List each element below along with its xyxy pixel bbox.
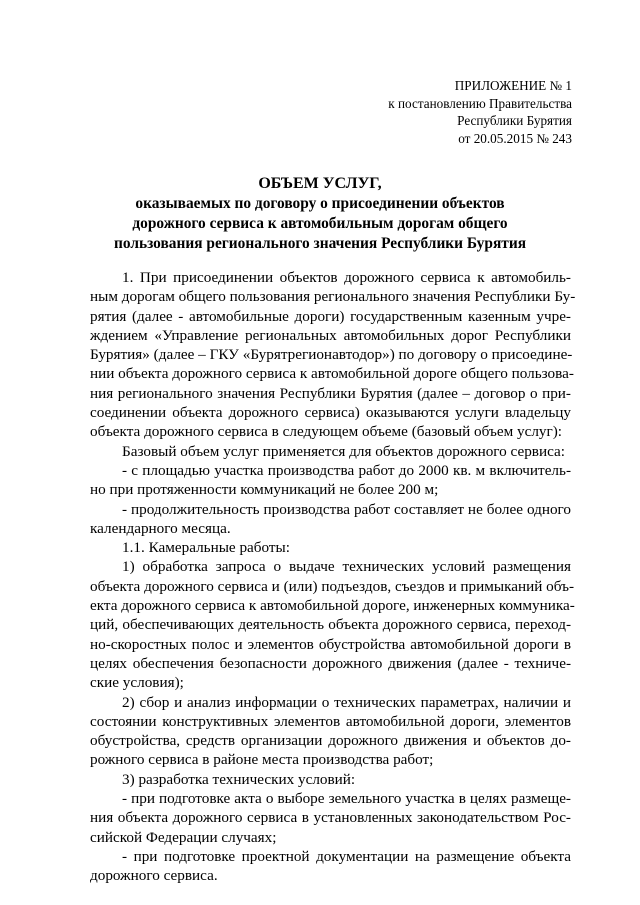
text-line: Бурятия» (далее – ГКУ «Бурятрегионавтодор») по договору о присоедине-: [90, 346, 573, 364]
appendix-title: ПРИЛОЖЕНИЕ № 1: [454, 78, 572, 93]
title-main: ОБЪЕМ УСЛУГ,: [258, 175, 382, 192]
appendix-date-number: от 20.05.2015 № 243: [458, 130, 572, 146]
appendix-header: [388, 77, 572, 147]
text-line: - с площадью участка производства работ до 2000 кв. м включитель-: [122, 461, 571, 479]
text-line: ния объекта дорожного сервиса в установленных законодательством Рос-: [90, 809, 571, 827]
text-line: рожного сервиса в районе места производства работ;: [90, 751, 434, 769]
text-line: обустройства, средств организации дорожного движения и объектов до-: [90, 732, 571, 750]
text-line: объекта дорожного сервиса и (или) подъездов, съездов и примыканий объ-: [90, 577, 575, 595]
text-line: ждением «Управление региональных автомобильных дорог Республики: [90, 326, 571, 344]
text-line: ния регионального значения Республики Бурятия (далее – договор о при-: [90, 384, 571, 402]
document-title: [60, 174, 580, 254]
text-line: - при подготовке акта о выборе земельного участка в целях размеще-: [122, 790, 571, 808]
text-line: Базовый объем услуг применяется для объектов дорожного сервиса:: [122, 442, 565, 460]
text-line: рятия (далее - автомобильные дороги) государственным казенным учре-: [90, 307, 571, 325]
title-subtitle-line: оказываемых по договору о присоединении объектов: [135, 195, 505, 212]
text-line: целях обеспечения безопасности дорожного движения (далее - техниче-: [90, 654, 571, 672]
text-line: ций, обеспечивающих деятельность объекта дорожного сервиса, переход-: [90, 616, 571, 634]
text-line: соединении объекта дорожного сервиса) оказываются услуги владельцу: [90, 404, 571, 422]
text-line: екта дорожного сервиса к автомобильной дороге, инженерных коммуника-: [90, 597, 575, 615]
text-line: дорожного сервиса.: [90, 867, 218, 885]
text-line: но при протяженности коммуникаций не более 200 м;: [90, 481, 439, 499]
appendix-region-line: Республики Бурятия: [457, 113, 572, 128]
text-line: календарного месяца.: [90, 519, 231, 537]
text-line: 3) разработка технических условий:: [122, 770, 356, 788]
text-line: 1) обработка запроса о выдаче технических условий размещения: [122, 558, 571, 576]
text-line: 2) сбор и анализ информации о технических параметрах, наличии и: [122, 693, 571, 711]
text-line: 1. При присоединении объектов дорожного сервиса к автомобиль-: [122, 269, 571, 286]
text-line: - при подготовке проектной документации на размещение объекта: [122, 847, 571, 865]
appendix-resolution-line: к постановлению Правительства: [388, 95, 572, 111]
text-line: 1.1. Камеральные работы:: [122, 539, 290, 557]
text-line: ным дорогам общего пользования регионального значения Республики Бу-: [90, 288, 576, 306]
text-line: нии объекта дорожного сервиса к автомобильной дороге общего пользова-: [90, 365, 574, 383]
text-line: объекта дорожного сервиса в следующем объеме (базовый объем услуг):: [90, 423, 562, 441]
title-subtitle-line: пользования регионального значения Республики Бурятия: [113, 235, 527, 252]
document-body: [90, 268, 576, 886]
text-line: но-скоростных полос и элементов обустройства автомобильной дороги в: [90, 635, 571, 653]
text-line: ские условия);: [90, 674, 184, 692]
title-subtitle-line: дорожного сервиса к автомобильным дорогам общего: [132, 215, 508, 232]
text-line: сийской Федерации случаях;: [90, 828, 277, 846]
text-line: - продолжительность производства работ составляет не более одного: [122, 500, 571, 518]
text-line: состоянии конструктивных элементов автомобильной дороги, элементов: [90, 712, 571, 730]
